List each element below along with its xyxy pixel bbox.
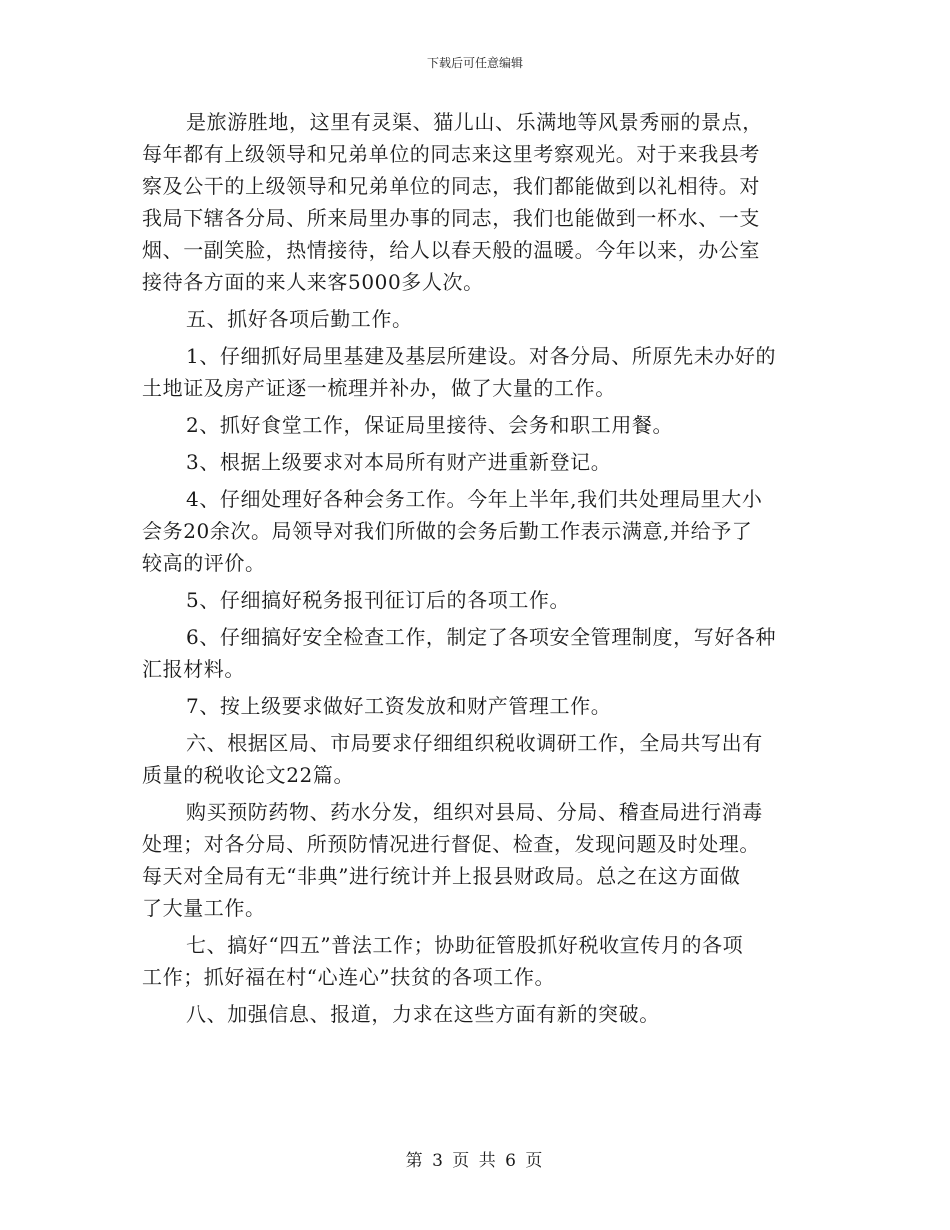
text-line: 处理；对各分局、所预防情况进行督促、检查，发现问题及时处理。 <box>142 832 760 856</box>
text-line: 察及公干的上级领导和兄弟单位的同志，我们都能做到以礼相待。对 <box>142 174 760 198</box>
text-line: 4、仔细处理好各种会务工作。今年上半年,我们共处理局里大小 <box>186 487 763 511</box>
paragraph <box>142 483 812 579</box>
paragraph <box>142 106 812 298</box>
page-footer: 第 3 页 共 6 页 <box>405 1151 545 1171</box>
text-line: 会务20余次。局领导对我们所做的会务后勤工作表示满意,并给予了 <box>142 519 753 543</box>
text-line: 每天对全局有无“非典”进行统计并上报县财政局。总之在这方面做 <box>142 864 741 888</box>
text-line: 六、根据区局、市局要求仔细组织税收调研工作，全局共写出有 <box>186 731 763 755</box>
paragraph <box>142 446 812 478</box>
text-line: 了大量工作。 <box>142 896 266 920</box>
paragraph <box>142 409 812 441</box>
text-line: 2、抓好食堂工作，保证局里接待、会务和职工用餐。 <box>186 413 674 437</box>
text-line: 7、按上级要求做好工资发放和财产管理工作。 <box>186 694 612 718</box>
paragraph <box>142 796 812 924</box>
text-line: 购买预防药物、药水分发，组织对县局、分局、稽查局进行消毒 <box>186 800 763 824</box>
paragraph <box>142 690 812 722</box>
text-line: 我局下辖各分局、所来局里办事的同志，我们也能做到一杯水、一支 <box>142 206 760 230</box>
paragraph <box>142 340 812 404</box>
section-heading <box>142 727 812 791</box>
section-heading <box>142 303 812 335</box>
text-line: 5、仔细搞好税务报刊征订后的各项工作。 <box>186 588 571 612</box>
text-line: 1、仔细抓好局里基建及基层所建设。对各分局、所原先未办好的 <box>186 344 777 368</box>
text-line: 土地证及房产证逐一梳理并补办，做了大量的工作。 <box>142 376 616 400</box>
text-line: 汇报材料。 <box>142 657 245 681</box>
text-line: 五、抓好各项后勤工作。 <box>186 307 413 331</box>
paragraph <box>142 584 812 616</box>
section-heading <box>142 998 812 1030</box>
text-line: 八、加强信息、报道，力求在这些方面有新的突破。 <box>186 1002 660 1026</box>
page-header: 下载后可任意编辑 <box>426 56 523 70</box>
text-line: 6、仔细搞好安全检查工作，制定了各项安全管理制度，写好各种 <box>186 625 777 649</box>
text-line: 七、搞好“四五”普法工作；协助征管股抓好税收宣传月的各项 <box>186 933 744 957</box>
text-line: 较高的评价。 <box>142 551 266 575</box>
text-line: 每年都有上级领导和兄弟单位的同志来这里考察观光。对于来我县考 <box>142 142 760 166</box>
section-heading <box>142 929 812 993</box>
paragraph <box>142 621 812 685</box>
text-line: 烟、一副笑脸，热情接待，给人以春天般的温暖。今年以来，办公室 <box>142 238 760 262</box>
text-line: 接待各方面的来人来客5000多人次。 <box>142 270 484 294</box>
text-line: 是旅游胜地，这里有灵渠、猫儿山、乐满地等风景秀丽的景点， <box>186 110 763 134</box>
text-line: 质量的税收论文22篇。 <box>142 763 355 787</box>
text-line: 3、根据上级要求对本局所有财产进重新登记。 <box>186 450 612 474</box>
document-body <box>142 106 812 1030</box>
text-line: 工作；抓好福在村“心连心”扶贫的各项工作。 <box>142 965 556 989</box>
